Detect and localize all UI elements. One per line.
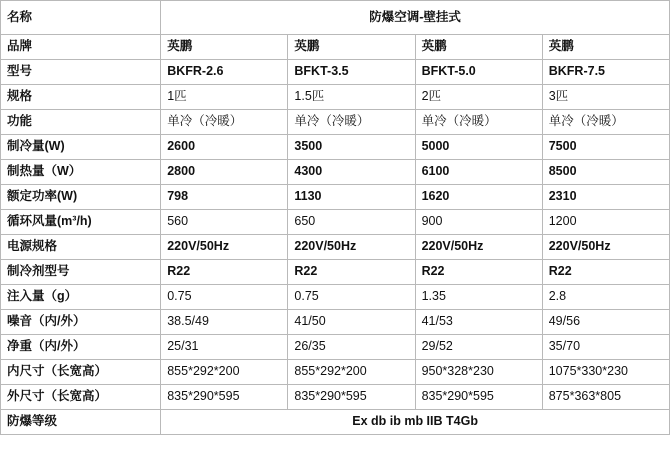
row-label: 型号 — [1, 60, 161, 85]
cell-value: 49/56 — [542, 310, 669, 335]
cell-value: 855*292*200 — [161, 360, 288, 385]
cell-value: 1.5匹 — [288, 85, 415, 110]
table-row — [1, 110, 670, 135]
row-label: 额定功率(W) — [1, 185, 161, 210]
cell-value: BFKT-3.5 — [288, 60, 415, 85]
cell-value: 38.5/49 — [161, 310, 288, 335]
cell-value: R22 — [415, 260, 542, 285]
cell-value: 6100 — [415, 160, 542, 185]
cell-value: 835*290*595 — [415, 385, 542, 410]
cell-value: 875*363*805 — [542, 385, 669, 410]
table-row — [1, 210, 670, 235]
table-row — [1, 285, 670, 310]
row-label: 品牌 — [1, 35, 161, 60]
cell-value: 29/52 — [415, 335, 542, 360]
cell-value: BFKT-5.0 — [415, 60, 542, 85]
row-label: 电源规格 — [1, 235, 161, 260]
table-row — [1, 85, 670, 110]
cell-value: 1620 — [415, 185, 542, 210]
table-row-title — [1, 1, 670, 35]
cell-value: R22 — [161, 260, 288, 285]
table-row — [1, 385, 670, 410]
row-label: 注入量（g） — [1, 285, 161, 310]
cell-value: 7500 — [542, 135, 669, 160]
row-label: 内尺寸（长宽高） — [1, 360, 161, 385]
row-label: 名称 — [1, 1, 161, 35]
cell-value: 单冷（冷暖） — [161, 110, 288, 135]
table-row — [1, 135, 670, 160]
cell-value: 2.8 — [542, 285, 669, 310]
cell-value: 单冷（冷暖） — [288, 110, 415, 135]
cell-value: 855*292*200 — [288, 360, 415, 385]
table-row — [1, 360, 670, 385]
row-label: 循环风量(m³/h) — [1, 210, 161, 235]
table-row — [1, 335, 670, 360]
cell-value: 650 — [288, 210, 415, 235]
cell-value: 单冷（冷暖） — [415, 110, 542, 135]
table-row — [1, 160, 670, 185]
table-row — [1, 260, 670, 285]
cell-value: 0.75 — [161, 285, 288, 310]
cell-value: 220V/50Hz — [542, 235, 669, 260]
cell-value: 英鹏 — [415, 35, 542, 60]
cell-value: 35/70 — [542, 335, 669, 360]
table-row — [1, 235, 670, 260]
cell-value: 1130 — [288, 185, 415, 210]
cell-value: 220V/50Hz — [415, 235, 542, 260]
cell-value: 3匹 — [542, 85, 669, 110]
row-label: 防爆等级 — [1, 410, 161, 435]
cell-value: 2600 — [161, 135, 288, 160]
row-label: 制热量（W） — [1, 160, 161, 185]
table-row — [1, 185, 670, 210]
cell-value: 41/50 — [288, 310, 415, 335]
row-label: 功能 — [1, 110, 161, 135]
cell-value: 1.35 — [415, 285, 542, 310]
cell-value: BKFR-2.6 — [161, 60, 288, 85]
cell-value: 英鹏 — [288, 35, 415, 60]
cell-value: 5000 — [415, 135, 542, 160]
cell-value: 英鹏 — [161, 35, 288, 60]
cell-value: 2匹 — [415, 85, 542, 110]
cell-value: 1200 — [542, 210, 669, 235]
cell-value: R22 — [288, 260, 415, 285]
cell-value: R22 — [542, 260, 669, 285]
product-title: 防爆空调-壁挂式 — [161, 1, 670, 35]
cell-value: 25/31 — [161, 335, 288, 360]
explosion-proof-grade-value: Ex db ib mb IIB T4Gb — [161, 410, 670, 435]
cell-value: 798 — [161, 185, 288, 210]
row-label: 噪音（内/外） — [1, 310, 161, 335]
row-label: 外尺寸（长宽高） — [1, 385, 161, 410]
cell-value: 220V/50Hz — [161, 235, 288, 260]
table-body — [1, 1, 670, 435]
cell-value: 26/35 — [288, 335, 415, 360]
cell-value: 2800 — [161, 160, 288, 185]
cell-value: 900 — [415, 210, 542, 235]
row-label: 规格 — [1, 85, 161, 110]
cell-value: 0.75 — [288, 285, 415, 310]
cell-value: 41/53 — [415, 310, 542, 335]
cell-value: 8500 — [542, 160, 669, 185]
cell-value: 英鹏 — [542, 35, 669, 60]
cell-value: 4300 — [288, 160, 415, 185]
table-row — [1, 60, 670, 85]
cell-value: 3500 — [288, 135, 415, 160]
cell-value: 560 — [161, 210, 288, 235]
table-row — [1, 35, 670, 60]
table-row-footer — [1, 410, 670, 435]
table-row — [1, 310, 670, 335]
cell-value: BKFR-7.5 — [542, 60, 669, 85]
cell-value: 2310 — [542, 185, 669, 210]
row-label: 净重（内/外） — [1, 335, 161, 360]
cell-value: 220V/50Hz — [288, 235, 415, 260]
cell-value: 单冷（冷暖） — [542, 110, 669, 135]
cell-value: 1075*330*230 — [542, 360, 669, 385]
cell-value: 1匹 — [161, 85, 288, 110]
cell-value: 835*290*595 — [288, 385, 415, 410]
row-label: 制冷量(W) — [1, 135, 161, 160]
row-label: 制冷剂型号 — [1, 260, 161, 285]
cell-value: 950*328*230 — [415, 360, 542, 385]
cell-value: 835*290*595 — [161, 385, 288, 410]
